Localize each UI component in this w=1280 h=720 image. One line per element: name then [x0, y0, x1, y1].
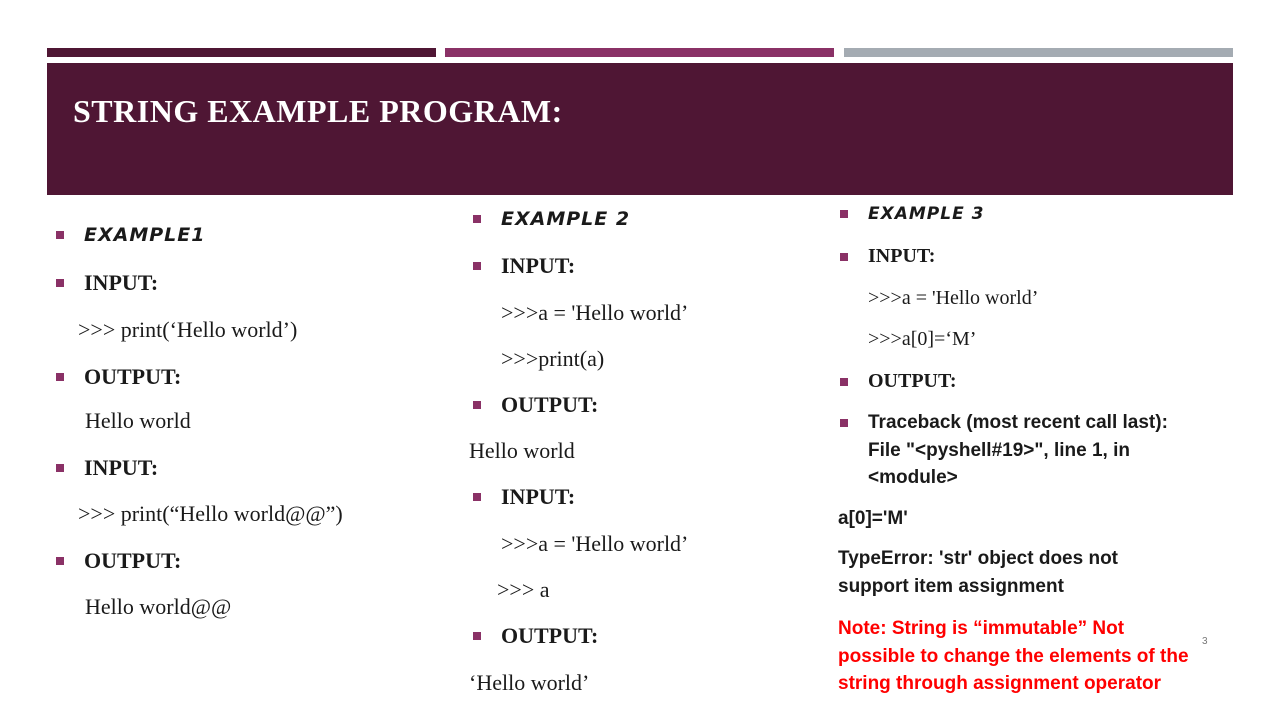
traceback-line-3: <module>	[868, 467, 958, 488]
example-3-output-label: OUTPUT:	[868, 370, 957, 392]
example-2-heading: EXAMPLE 2	[501, 208, 631, 230]
example-1-output2-label: OUTPUT:	[84, 548, 182, 573]
accent-bar-middle	[445, 48, 834, 57]
slide-title: STRING EXAMPLE PROGRAM:	[73, 93, 563, 129]
note-line-3: string through assignment operator	[838, 673, 1162, 694]
example-1-input2-code: >>> print(“Hello world@@”)	[78, 501, 343, 526]
example-1-input-code: >>> print(‘Hello world’)	[78, 317, 298, 342]
example-2-input2-code-a: >>>a = 'Hello world’	[501, 531, 689, 556]
example-2-input2-label: INPUT:	[501, 484, 576, 509]
example-3-input-code-b: >>>a[0]=‘M’	[868, 328, 977, 350]
example-3-heading: EXAMPLE 3	[868, 204, 985, 224]
type-error-line-1: TypeError: 'str' object does not	[838, 548, 1118, 569]
example-1-input-label: INPUT:	[84, 270, 159, 295]
accent-bar-right	[844, 48, 1233, 57]
example-1-output-value: Hello world	[85, 408, 191, 433]
example-2-output-label: OUTPUT:	[501, 392, 599, 417]
example-1-output2-value: Hello world@@	[85, 594, 232, 619]
example-2-input2-code-b: >>> a	[497, 577, 550, 602]
example-3-input-code-a: >>>a = 'Hello world’	[868, 287, 1039, 309]
example-3-input-label: INPUT:	[868, 245, 936, 267]
page-number: 3	[1202, 636, 1208, 647]
example-2-input-code-a: >>>a = 'Hello world’	[501, 300, 689, 325]
example-2-input-label: INPUT:	[501, 253, 576, 278]
example-2-output2-value: ‘Hello world’	[469, 670, 590, 695]
accent-bar-left	[47, 48, 436, 57]
example-2-input-code-b: >>>print(a)	[501, 346, 605, 371]
note-line-1: Note: String is “immutable” Not	[838, 618, 1125, 639]
title-bar	[47, 63, 1233, 195]
type-error-line-2: support item assignment	[838, 576, 1064, 597]
example-2-output2-label: OUTPUT:	[501, 623, 599, 648]
traceback-line-2: File "<pyshell#19>", line 1, in	[868, 440, 1130, 461]
traceback-line-1: Traceback (most recent call last):	[868, 412, 1168, 433]
example-1-heading: EXAMPLE1	[84, 224, 206, 246]
error-assignment-line: a[0]='M'	[838, 508, 908, 529]
example-1-output-label: OUTPUT:	[84, 364, 182, 389]
note-line-2: possible to change the elements of the	[838, 646, 1189, 667]
example-1-input2-label: INPUT:	[84, 455, 159, 480]
example-2-output-value: Hello world	[469, 438, 575, 463]
